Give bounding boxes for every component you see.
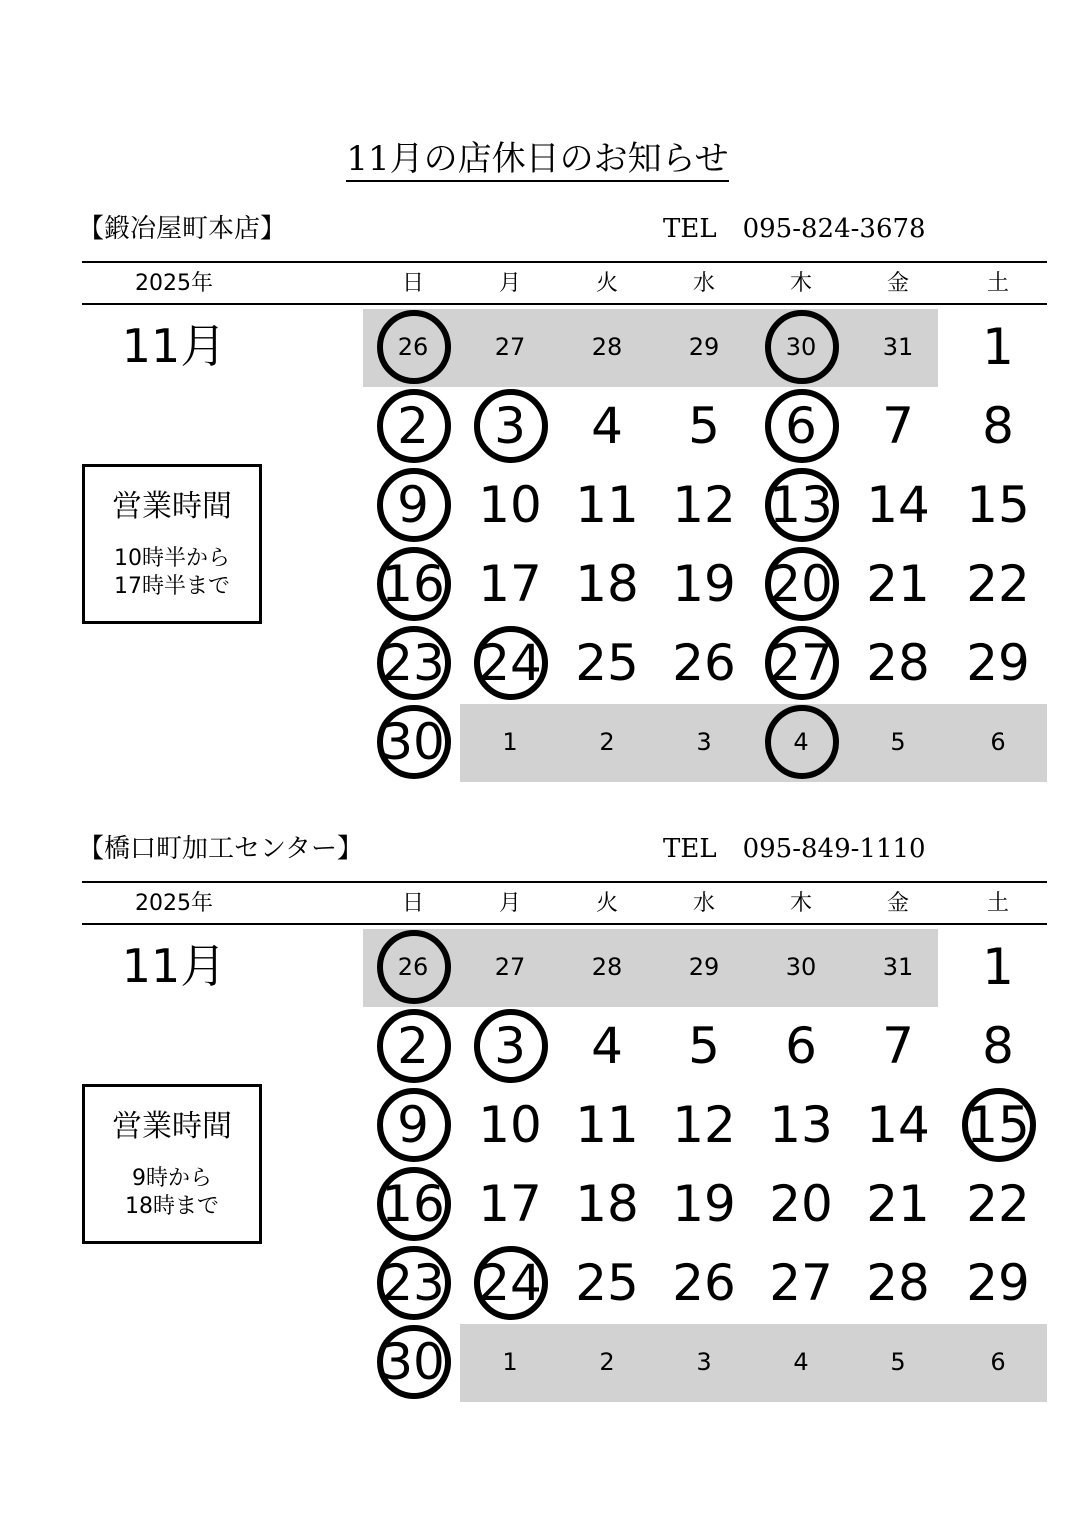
calendar-day: 3 [696,728,712,756]
calendar-day: 29 [688,333,720,361]
calendar-day: 19 [672,1175,736,1233]
calendar-day: 6 [990,728,1006,756]
calendar-day: 14 [866,476,930,534]
weekday-3: 水 [692,271,715,296]
closed-day: 16 [381,555,445,613]
business-hours-box [82,1084,262,1244]
calendar-day: 17 [478,555,542,613]
calendar-day: 18 [575,555,639,613]
closed-day: 24 [478,634,542,692]
weekday-4: 木 [789,271,812,296]
calendar-day: 12 [672,476,736,534]
calendar-day: 18 [575,1175,639,1233]
calendar-day: 27 [769,1254,833,1312]
calendar-day: 27 [494,953,526,981]
closed-day: 15 [966,1096,1030,1154]
calendar-day: 28 [866,634,930,692]
header-bottom-line [82,923,1047,925]
calendar-day: 29 [966,634,1030,692]
store-tel: TEL 095-849-1110 [663,834,926,864]
calendar-day: 2 [599,1348,615,1376]
calendar-day: 1 [982,938,1014,996]
calendar-day: 2 [599,728,615,756]
calendar-day: 4 [591,397,623,455]
calendar-day: 4 [793,1348,809,1376]
calendar-day: 8 [982,1017,1014,1075]
calendar-day: 6 [990,1348,1006,1376]
calendar-day: 14 [866,1096,930,1154]
calendar-day: 5 [890,1348,906,1376]
calendar-day: 4 [591,1017,623,1075]
calendar-day: 21 [866,1175,930,1233]
weekday-0: 日 [401,891,424,916]
store-tel: TEL 095-824-3678 [663,214,926,244]
calendar-day: 26 [672,634,736,692]
closed-day: 23 [381,1254,445,1312]
weekday-2: 火 [595,891,618,916]
calendar-day: 5 [890,728,906,756]
closed-day: 30 [785,333,817,361]
weekday-1: 月 [498,271,521,296]
calendar-day: 11 [575,476,639,534]
weekday-5: 金 [886,271,909,296]
calendar-day: 1 [502,728,518,756]
store-name: 【橋口町加工センター】 [78,834,363,864]
calendar-day: 15 [966,476,1030,534]
closed-day: 30 [381,713,445,771]
closed-day: 9 [397,1096,429,1154]
calendar-day: 6 [785,1017,817,1075]
closed-day: 16 [381,1175,445,1233]
calendar-day: 10 [478,476,542,534]
weekday-0: 日 [401,271,424,296]
closed-day: 24 [478,1254,542,1312]
calendar-day: 22 [966,555,1030,613]
calendar-day: 21 [866,555,930,613]
header-top-line [82,261,1047,263]
page-title [0,136,1075,182]
business-hours-title: 営業時間 [112,489,232,524]
calendar-day: 13 [769,1096,833,1154]
closed-day: 30 [381,1333,445,1391]
business-hours-text: 9時から 18時まで [125,1166,219,1219]
year-label: 2025年 [135,891,213,916]
closed-day: 9 [397,476,429,534]
page-title-text: 11月の店休日のお知らせ [346,139,728,182]
calendar-day: 8 [982,397,1014,455]
calendar-day: 10 [478,1096,542,1154]
closed-day: 20 [769,555,833,613]
closed-day: 13 [769,476,833,534]
calendar-day: 28 [591,953,623,981]
calendar-day: 3 [696,1348,712,1376]
calendar-day: 25 [575,634,639,692]
weekday-4: 木 [789,891,812,916]
closed-day: 3 [494,1017,526,1075]
calendar-day: 27 [494,333,526,361]
calendar-day: 29 [688,953,720,981]
weekday-6: 土 [986,271,1009,296]
closed-day: 3 [494,397,526,455]
calendar-day: 1 [982,318,1014,376]
store-name: 【鍛冶屋町本店】 [78,214,287,244]
business-hours-title: 営業時間 [112,1109,232,1144]
calendar-day: 26 [672,1254,736,1312]
closed-day: 26 [397,953,429,981]
calendar-day: 7 [882,1017,914,1075]
calendar-day: 11 [575,1096,639,1154]
month-label: 11月 [121,939,227,993]
closed-day: 2 [397,1017,429,1075]
weekday-3: 水 [692,891,715,916]
calendar-day: 31 [882,953,914,981]
weekday-5: 金 [886,891,909,916]
calendar-day: 1 [502,1348,518,1376]
closed-day: 23 [381,634,445,692]
calendar-day: 22 [966,1175,1030,1233]
weekday-6: 土 [986,891,1009,916]
business-hours-text: 10時半から 17時半まで [114,546,230,599]
weekday-1: 月 [498,891,521,916]
business-hours-box [82,464,262,624]
calendar-day: 5 [688,1017,720,1075]
calendar-day: 12 [672,1096,736,1154]
header-top-line [82,881,1047,883]
closed-day: 4 [793,728,809,756]
calendar-day: 7 [882,397,914,455]
calendar-day: 28 [866,1254,930,1312]
header-bottom-line [82,303,1047,305]
calendar-day: 29 [966,1254,1030,1312]
calendar-day: 25 [575,1254,639,1312]
calendar-day: 5 [688,397,720,455]
calendar-day: 19 [672,555,736,613]
closed-day: 6 [785,397,817,455]
weekday-2: 火 [595,271,618,296]
calendar-day: 28 [591,333,623,361]
calendar-day: 17 [478,1175,542,1233]
year-label: 2025年 [135,271,213,296]
calendar-day: 20 [769,1175,833,1233]
closed-day: 27 [769,634,833,692]
closed-day: 2 [397,397,429,455]
month-label: 11月 [121,319,227,373]
calendar-day: 31 [882,333,914,361]
calendar-day: 30 [785,953,817,981]
closed-day: 26 [397,333,429,361]
